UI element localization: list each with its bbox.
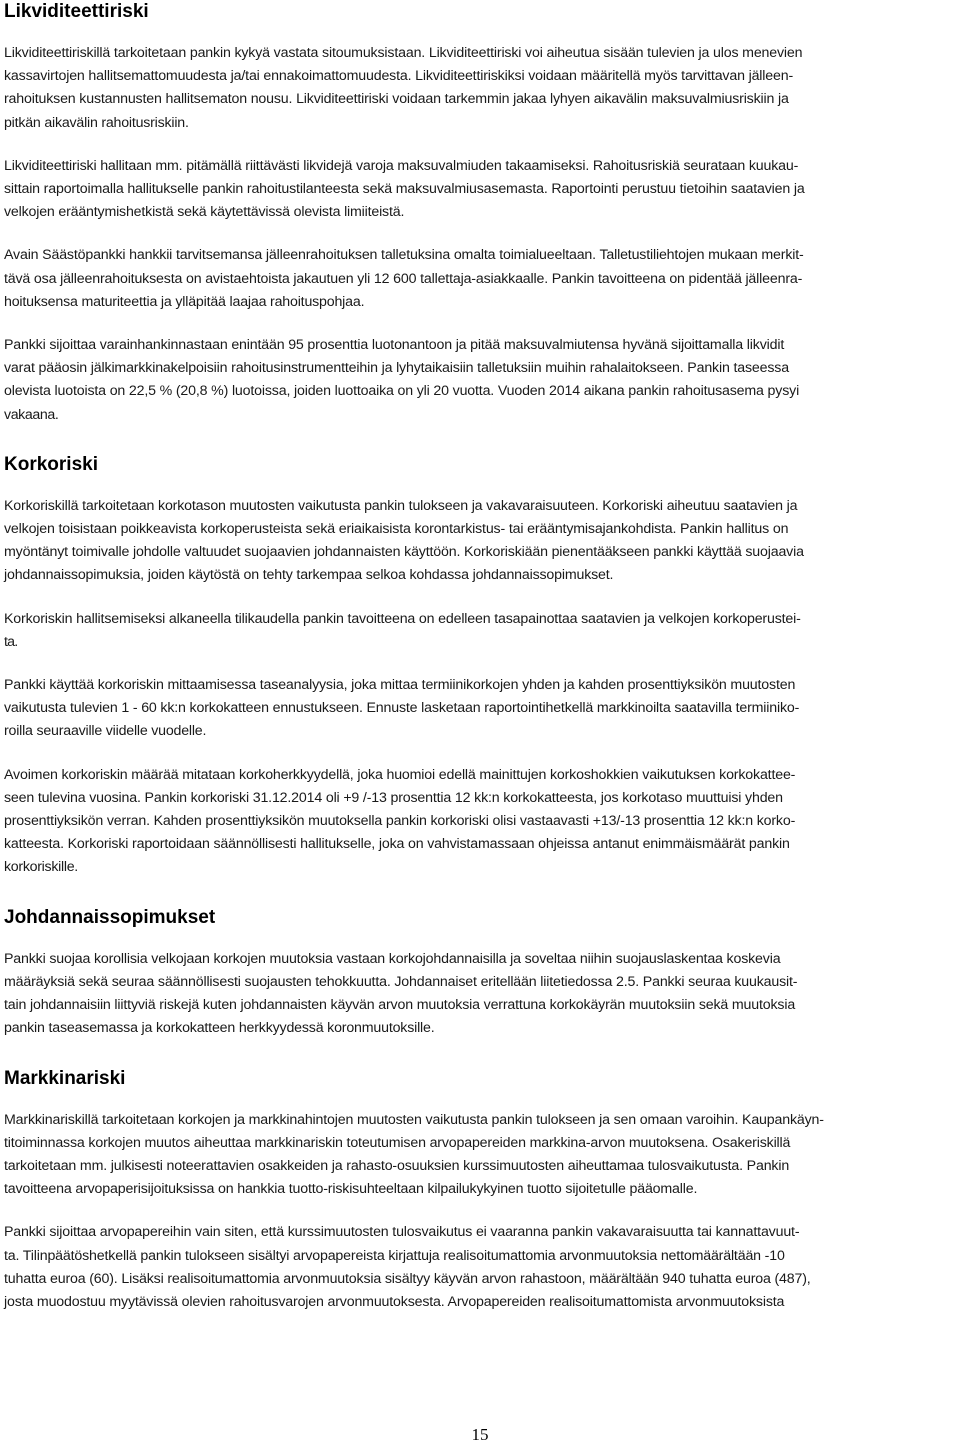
text-line: tain johdannaisiin liittyviä riskejä kuten johdannaisten käyvän arvon muutoksia verrattuna korkokäyrän muutoksiin sekä muutoksia (4, 997, 796, 1014)
text-line: vakaana. (4, 406, 59, 423)
text-line: Avain Säästöpankki hankkii tarvitsemansa jälleenrahoituksen talletuksina omalta toimialueeltaan. Talletustiliehtojen mukaan merkit- (4, 247, 804, 264)
text-line: seen tulevina vuosina. Pankin korkoriski 31.12.2014 oli +9 /-13 prosenttia 12 kk:n korkokatteesta, jos korkotaso muuttuisi yhden (4, 789, 783, 806)
text-line: roilla seuraaville viidelle vuodelle. (4, 723, 207, 740)
paragraph (4, 495, 954, 588)
text-line: tuhatta euroa (60). Lisäksi realisoitumattomia arvonmuutoksia sisältyy käyvän arvon rahastoon, määrältään 940 tuhatta euroa (487), (4, 1270, 811, 1287)
paragraph (4, 155, 954, 225)
text-line: hoituksensa maturiteettia ja ylläpitää laajaa rahoituspohjaa. (4, 293, 365, 310)
paragraph (4, 1109, 954, 1202)
text-line: katteesta. Korkoriski raportoidaan säännöllisesti hallitukselle, joka on vahvistamassaan ohjeissa antanut enimmäismäärät pankin (4, 836, 790, 853)
text-line: titoiminnassa korkojen muutos aiheuttaa markkinariskin toteutumisen arvopapereiden markkina-arvon muutoksena. Osakeriskillä (4, 1134, 791, 1151)
text-line: Korkoriskillä tarkoitetaan korkotason muutosten vaikutusta pankin tulokseen ja vakavaraisuuteen. Korkoriski aiheutuu saatavien ja (4, 497, 798, 514)
paragraph (4, 608, 954, 654)
text-line: tarkoitetaan mm. julkisesti noteerattavien osakkeiden ja rahasto-osuuksien kurssimuutosten aiheuttamaa tulosvaikutusta. Pankin (4, 1157, 790, 1174)
text-line: olevista luotoista on 22,5 % (20,8 %) luotoissa, joiden luottoaika on yli 20 vuotta. Vuoden 2014 aikana pankin rahoitusasema pysyi (4, 383, 800, 400)
text-line: prosenttiyksikön verran. Kahden prosenttiyksikön muutoksella pankin korkoriski olisi vastaavasti +13/-13 prosenttia 12 kk:n korko- (4, 813, 796, 830)
text-line: pitkän aikavälin rahoitusriskiin. (4, 114, 189, 131)
section-heading-johdannaissopimukset: Johdannaissopimukset (4, 906, 216, 928)
paragraph (4, 674, 954, 744)
text-line: tavoitteena arvopaperisijoituksissa on hankkia tuotto-riskisuhteeltaan kilpailukykyinen tuotto sijoitetulle pääomalle. (4, 1181, 698, 1198)
text-line: Pankki sijoittaa varainhankinnastaan enintään 95 prosenttia luotonantoon ja pitää maksuvalmiutensa hyvänä sijoittamalla likvidit (4, 337, 785, 354)
text-line: Pankki sijoittaa arvopapereihin vain siten, että kurssimuutosten tulosvaikutus ei vaaranna pankin vakavaraisuutta tai kannattavuut- (4, 1224, 800, 1241)
text-line: varat pääosin jälkimarkkinakelpoisiin rahoitusinstrumentteihin ja lyhytaikaisiin talletuksiin muihin rahalaitokseen. Pankin taseessa (4, 360, 789, 377)
text-line: ta. Tilinpäätöshetkellä pankin tulokseen sisältyi arvopapereista kirjattuja realisoitumattomia arvonmuutoksia nettomäärältään -10 (4, 1247, 785, 1264)
paragraph (4, 42, 954, 135)
paragraph (4, 1221, 954, 1314)
text-line: tävä osa jälleenrahoituksesta on avistaehtoista jakautuen yli 12 600 tallettaja-asiakkaalle. Pankin tavoitteena on pidentää jälleenra- (4, 270, 803, 287)
text-line: Likviditeettiriski hallitaan mm. pitämällä riittävästi likvidejä varoja maksuvalmiuden takaamiseksi. Rahoitusriskiä seurataan kuukau- (4, 157, 799, 174)
section-heading-markkinariski: Markkinariski (4, 1067, 126, 1089)
text-line: kassavirtojen hallitsemattomuudesta ja/tai ennakoimattomuudesta. Likviditeettiriskiksi voidaan määritellä myös tarvittavan jälleen- (4, 68, 793, 85)
text-line: johdannaissopimuksia, joiden käytöstä on tehty tarkempaa selkoa kohdassa johdannaissopimukset. (4, 567, 614, 584)
paragraph (4, 764, 954, 880)
text-line: pankin taseasemassa ja korkokatteen herkkyydessä koronmuutoksille. (4, 1020, 435, 1037)
text-line: korkoriskille. (4, 859, 78, 876)
section-heading-korkoriski: Korkoriski (4, 453, 98, 475)
text-line: Avoimen korkoriskin määrää mitataan korkoherkkyydellä, joka huomioi edellä mainittujen korkoshokkien vaikutuksen korkokattee- (4, 766, 796, 783)
paragraph (4, 334, 954, 427)
text-line: sittain raportoimalla hallitukselle pankin rahoitustilanteesta sekä maksuvalmiusasemasta. Raportointi perustuu tietoihin saatavien ja (4, 181, 805, 198)
text-line: vaikutusta tulevien 1 - 60 kk:n korkokatteen ennustukseen. Ennuste lasketaan raportointihetkellä markkinoilta saatavilla termiiniko- (4, 700, 800, 717)
document-page (4, 0, 954, 1314)
text-line: ta. (4, 633, 18, 650)
text-line: velkojen toisistaan poikkeavista korkoperusteista sekä eriaikaisista korontarkistus- tai erääntymisajankohdista. Pankin hallitus on (4, 521, 789, 538)
text-line: Markkinariskillä tarkoitetaan korkojen ja markkinahintojen muutosten vaikutusta pankin tulokseen ja sen omaan varoihin. Kaupankäyn- (4, 1111, 824, 1128)
paragraph (4, 948, 954, 1041)
page-number: 15 (471, 1425, 489, 1444)
text-line: määräyksiä sekä seuraa säännöllisesti suojausten tehokkuutta. Johdannaiset eritellään liitetiedossa 2.5. Pankki seuraa kuukausit- (4, 973, 798, 990)
text-line: Likviditeettiriskillä tarkoitetaan pankin kykyä vastata sitoumuksistaan. Likviditeettiriski voi aiheutua sisään tulevien ja ulos menevien (4, 45, 803, 61)
text-line: Pankki käyttää korkoriskin mittaamisessa taseanalyysia, joka mittaa termiinikorkojen yhden ja kahden prosenttiyksikön muutosten (4, 677, 796, 694)
text-line: myöntänyt toimivalle johdolle valtuudet suojaavien johdannaisten käyttöön. Korkoriskiään pienentääkseen pankki käyttää suojaavia (4, 544, 804, 561)
text-line: Pankki suojaa korollisia velkojaan korkojen muutoksia vastaan korkojohdannaisilla ja soveltaa niihin suojauslaskentaa koskevia (4, 950, 781, 967)
text-line: Korkoriskin hallitsemiseksi alkaneella tilikaudella pankin tavoitteena on edelleen tasapainottaa saatavien ja velkojen korkoperustei- (4, 610, 801, 627)
text-line: rahoituksen kustannusten hallitsematon nousu. Likviditeettiriski voidaan tarkemmin jakaa lyhyen aikavälin maksuvalmiusriskiin ja (4, 91, 789, 108)
text-line: josta muodostuu myytävissä olevien rahoitusvarojen arvonmuutoksesta. Arvopapereiden realisoitumattomista arvonmuutoksista (4, 1293, 785, 1310)
text-line: velkojen erääntymishetkistä sekä käytettävissä olevista limiiteistä. (4, 204, 405, 221)
section-heading-likviditeettiriski: Likviditeettiriski (4, 1, 149, 22)
paragraph (4, 244, 954, 314)
